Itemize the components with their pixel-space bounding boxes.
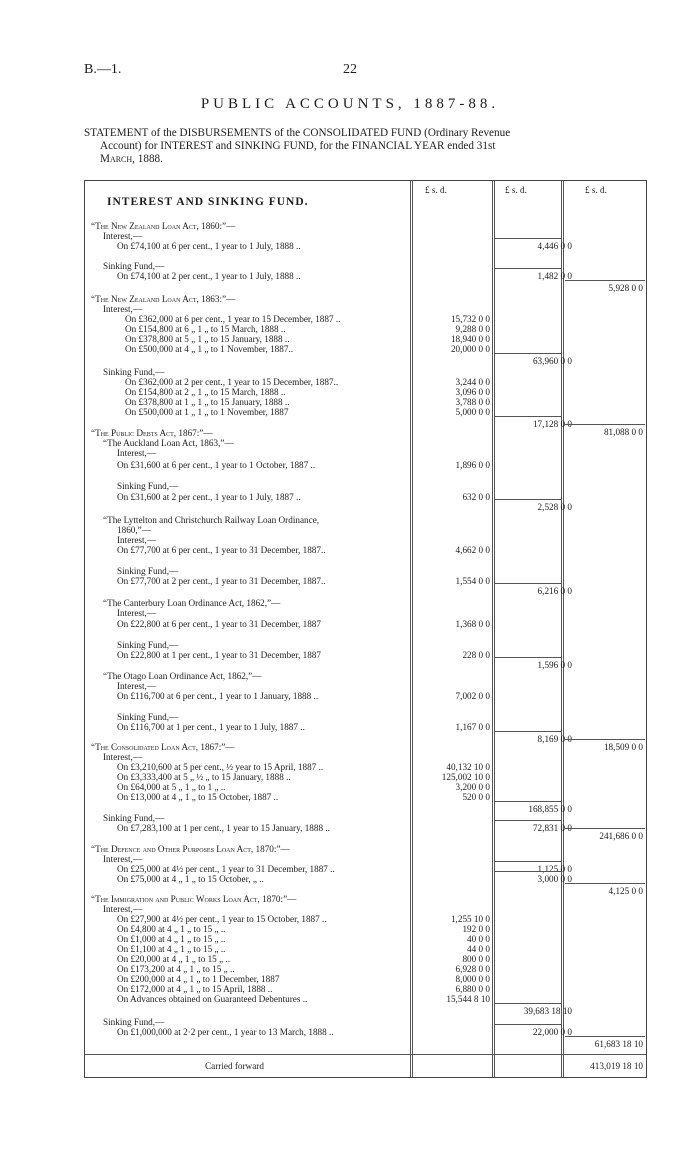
entry-text: Interest,— bbox=[117, 608, 157, 618]
subtotal-rule bbox=[565, 828, 645, 829]
entry-text: On £154,800 at 6 „ 1 „ to 15 March, 1888 .. bbox=[125, 324, 286, 334]
entry-text: Interest,— bbox=[103, 304, 143, 314]
entry-text: On £3,333,400 at 5 „ ½ „ to 15 January, 1888 .. bbox=[117, 772, 291, 782]
entry-text: On £1,100 at 4 „ 1 „ to 15 „ .. bbox=[117, 944, 226, 954]
entry-text: Sinking Fund,— bbox=[117, 566, 179, 576]
amount-c1: 3,096 0 0 bbox=[455, 387, 490, 397]
amount-c2: 1,125 0 0 bbox=[537, 864, 572, 874]
entry-text: Sinking Fund,— bbox=[103, 367, 165, 377]
currency-header-col2: £ s. d. bbox=[505, 185, 527, 195]
subtotal-rule bbox=[494, 268, 562, 269]
amount-c1: 4,662 0 0 bbox=[455, 545, 490, 555]
entry-text: Sinking Fund,— bbox=[103, 1017, 165, 1027]
amount-c1: 6,880 0 0 bbox=[455, 984, 490, 994]
entry-text: On £4,800 at 4 „ 1 „ to 15 „ .. bbox=[117, 924, 226, 934]
statement-line-3: March, 1888. bbox=[100, 153, 163, 165]
entry-text: On £77,700 at 6 per cent., 1 year to 31 December, 1887.. bbox=[117, 545, 326, 555]
entry-text: Sinking Fund,— bbox=[117, 712, 179, 722]
amount-c2: 8,169 0 0 bbox=[537, 734, 572, 744]
entry-text: “The Lyttelton and Christchurch Railway Loan Ordinance, bbox=[103, 515, 320, 525]
amount-c2: 63,960 0 0 bbox=[532, 356, 572, 366]
subtotal-rule bbox=[494, 416, 562, 417]
entry-text: “The Public Debts Act, 1867:”— bbox=[91, 428, 213, 438]
subtotal-rule bbox=[494, 657, 562, 658]
entry-text: On £25,000 at 4½ per cent., 1 year to 31 December, 1887 .. bbox=[117, 864, 335, 874]
amount-c2: 4,446 0 0 bbox=[537, 241, 572, 251]
subtotal-rule bbox=[494, 1003, 562, 1004]
subtotal-rule bbox=[565, 1036, 645, 1037]
subtotal-rule bbox=[494, 238, 562, 239]
amount-c2: 3,000 0 0 bbox=[537, 874, 572, 884]
amount-c3: 4,125 0 0 bbox=[608, 886, 643, 896]
amount-c1: 3,244 0 0 bbox=[455, 377, 490, 387]
statement-line-1: STATEMENT of the DISBURSEMENTS of the CONSOLIDATED FUND (Ordinary Revenue bbox=[84, 127, 511, 139]
entry-text: On £31,600 at 6 per cent., 1 year to 1 October, 1887 .. bbox=[117, 460, 316, 470]
amount-c1: 228 0 0 bbox=[462, 650, 490, 660]
subtotal-rule bbox=[494, 583, 562, 584]
amount-c2: 39,683 18 10 bbox=[523, 1006, 572, 1016]
amount-c1: 5,000 0 0 bbox=[455, 407, 490, 417]
amount-c1: 1,368 0 0 bbox=[455, 619, 490, 629]
amount-c3: 18,509 0 0 bbox=[603, 742, 643, 752]
entry-text: On £378,800 at 1 „ 1 „ to 15 January, 1888 .. bbox=[125, 397, 290, 407]
entry-text: Sinking Fund,— bbox=[117, 640, 179, 650]
subtotal-rule bbox=[494, 499, 562, 500]
entry-text: On £1,000 at 4 „ 1 „ to 15 „ .. bbox=[117, 934, 226, 944]
amount-c1: 9,288 0 0 bbox=[455, 324, 490, 334]
amount-c1: 192 0 0 bbox=[462, 924, 490, 934]
subtotal-rule bbox=[565, 883, 645, 884]
amount-c3: 61,683 18 10 bbox=[594, 1039, 643, 1049]
subtotal-rule bbox=[494, 353, 562, 354]
entry-text: On £116,700 at 6 per cent., 1 year to 1 January, 1888 .. bbox=[117, 691, 319, 701]
statement-line-2: Account) for INTEREST and SINKING FUND, for the FINANCIAL YEAR ended 31st bbox=[100, 140, 496, 152]
column-divider bbox=[492, 181, 493, 1077]
amount-c1: 125,002 10 0 bbox=[441, 772, 490, 782]
entry-text: On £13,000 at 4 „ 1 „ to 15 October, 1887 .. bbox=[117, 792, 279, 802]
amount-c2: 2,528 0 0 bbox=[537, 502, 572, 512]
currency-header-col1: £ s. d. bbox=[425, 185, 447, 195]
column-divider bbox=[561, 181, 562, 1077]
entry-text: On £74,100 at 6 per cent., 1 year to 1 July, 1888 .. bbox=[117, 241, 301, 251]
amount-c1: 1,167 0 0 bbox=[455, 722, 490, 732]
amount-c1: 632 0 0 bbox=[462, 492, 490, 502]
amount-c2: 72,831 0 0 bbox=[532, 823, 572, 833]
entry-text: Sinking Fund,— bbox=[103, 261, 165, 271]
amount-c1: 1,554 0 0 bbox=[455, 576, 490, 586]
amount-c1: 520 0 0 bbox=[462, 792, 490, 802]
entry-text: Interest,— bbox=[103, 854, 143, 864]
entry-text: Interest,— bbox=[103, 904, 143, 914]
entry-text: On £20,000 at 4 „ 1 „ to 15 „ .. bbox=[117, 954, 231, 964]
amount-c1: 44 0 0 bbox=[467, 944, 490, 954]
amount-c2: 168,855 0 0 bbox=[528, 804, 572, 814]
entry-text: “The Defence and Other Purposes Loan Act, 1870:”— bbox=[91, 844, 290, 854]
column-divider bbox=[494, 181, 495, 1077]
amount-c1: 1,896 0 0 bbox=[455, 460, 490, 470]
entry-text: “The Consolidated Loan Act, 1867:”— bbox=[91, 742, 235, 752]
column-divider bbox=[563, 181, 564, 1077]
amount-c2: 1,596 0 0 bbox=[537, 660, 572, 670]
report-reference: B.—1. bbox=[84, 62, 122, 77]
entry-text: On £75,000 at 4 „ 1 „ to 15 October, „ .. bbox=[117, 874, 264, 884]
entry-text: On Advances obtained on Guaranteed Debentures .. bbox=[117, 994, 308, 1004]
entry-text: On £64,000 at 5 „ 1 „ to 1 „ .. bbox=[117, 782, 226, 792]
disbursement-table bbox=[84, 180, 647, 1078]
amount-c2: 22,000 0 0 bbox=[532, 1027, 572, 1037]
entry-text: “The Canterbury Loan Ordinance Act, 1862,”— bbox=[103, 598, 281, 608]
carried-forward-label: Carried forward bbox=[205, 1061, 264, 1071]
entry-text: Interest,— bbox=[117, 448, 157, 458]
subtotal-rule bbox=[565, 739, 645, 740]
amount-c1: 8,000 0 0 bbox=[455, 974, 490, 984]
amount-c1: 3,788 0 0 bbox=[455, 397, 490, 407]
entry-text: “The Immigration and Public Works Loan Act, 1870:”— bbox=[91, 894, 297, 904]
entry-text: Sinking Fund,— bbox=[103, 813, 165, 823]
section-heading: INTEREST AND SINKING FUND. bbox=[107, 196, 309, 208]
entry-text: On £500,000 at 4 „ 1 „ to 1 November, 1887.. bbox=[125, 344, 294, 354]
entry-text: On £22,800 at 6 per cent., 1 year to 31 December, 1887 bbox=[117, 619, 321, 629]
amount-c3: 241,686 0 0 bbox=[599, 831, 643, 841]
subtotal-rule bbox=[494, 731, 562, 732]
entry-text: On £154,800 at 2 „ 1 „ to 15 March, 1888 .. bbox=[125, 387, 286, 397]
entry-text: “The New Zealand Loan Act, 1860:”— bbox=[91, 221, 236, 231]
subtotal-rule bbox=[494, 820, 562, 821]
entry-text: 1860,”— bbox=[117, 525, 151, 535]
subtotal-rule bbox=[565, 424, 645, 425]
entry-text: On £22,800 at 1 per cent., 1 year to 31 December, 1887 bbox=[117, 650, 321, 660]
entry-text: Interest,— bbox=[103, 231, 143, 241]
entry-text: On £116,700 at 1 per cent., 1 year to 1 July, 1887 .. bbox=[117, 722, 305, 732]
amount-c1: 40 0 0 bbox=[467, 934, 490, 944]
page-header bbox=[84, 62, 616, 84]
entry-text: Interest,— bbox=[117, 681, 157, 691]
entry-text: “The Auckland Loan Act, 1863,”— bbox=[103, 438, 234, 448]
entry-text: On £173,200 at 4 „ 1 „ to 15 „ .. bbox=[117, 964, 235, 974]
subtotal-rule bbox=[494, 1024, 562, 1025]
statement-heading bbox=[84, 127, 644, 166]
amount-c2: 6,216 0 0 bbox=[537, 586, 572, 596]
amount-c1: 18,940 0 0 bbox=[450, 334, 490, 344]
amount-c2: 1,482 0 0 bbox=[537, 271, 572, 281]
entry-text: On £1,000,000 at 2·2 per cent., 1 year to 13 March, 1888 .. bbox=[117, 1027, 334, 1037]
entry-text: On £172,000 at 4 „ 1 „ to 15 April, 1888 .. bbox=[117, 984, 273, 994]
amount-c3: 81,088 0 0 bbox=[603, 427, 643, 437]
amount-c1: 15,732 0 0 bbox=[450, 314, 490, 324]
entry-text: “The Otago Loan Ordinance Act, 1862,”— bbox=[103, 671, 262, 681]
amount-c1: 15,544 8 10 bbox=[446, 994, 490, 1004]
entry-text: Interest,— bbox=[117, 535, 157, 545]
entry-text: On £378,800 at 5 „ 1 „ to 15 January, 1888 .. bbox=[125, 334, 290, 344]
amount-c2: 17,128 0 0 bbox=[532, 419, 572, 429]
entry-text: On £362,000 at 6 per cent., 1 year to 15 December, 1887 .. bbox=[125, 314, 341, 324]
entry-text: Sinking Fund,— bbox=[117, 481, 179, 491]
amount-c3: 5,928 0 0 bbox=[608, 283, 643, 293]
entry-text: On £362,000 at 2 per cent., 1 year to 15 December, 1887.. bbox=[125, 377, 339, 387]
entry-text: On £74,100 at 2 per cent., 1 year to 1 July, 1888 .. bbox=[117, 271, 301, 281]
subtotal-rule bbox=[565, 280, 645, 281]
entry-text: On £31,600 at 2 per cent., 1 year to 1 July, 1887 .. bbox=[117, 492, 301, 502]
amount-c1: 20,000 0 0 bbox=[450, 344, 490, 354]
entry-text: On £500,000 at 1 „ 1 „ to 1 November, 1887 bbox=[125, 407, 289, 417]
entry-text: On £27,900 at 4½ per cent., 1 year to 15 October, 1887 .. bbox=[117, 914, 327, 924]
carried-forward-total: 413,019 18 10 bbox=[590, 1061, 643, 1071]
entry-text: On £3,210,600 at 5 per cent., ½ year to 15 April, 1887 .. bbox=[117, 762, 324, 772]
entry-text: On £77,700 at 2 per cent., 1 year to 31 December, 1887.. bbox=[117, 576, 326, 586]
amount-c1: 3,200 0 0 bbox=[455, 782, 490, 792]
page-title: PUBLIC ACCOUNTS, 1887-88. bbox=[200, 96, 500, 112]
entry-text: On £200,000 at 4 „ 1 „ to 1 December, 1887 bbox=[117, 974, 280, 984]
amount-c1: 1,255 10 0 bbox=[450, 914, 490, 924]
subtotal-rule bbox=[494, 801, 562, 802]
entry-text: On £7,283,100 at 1 per cent., 1 year to 15 January, 1888 .. bbox=[117, 823, 330, 833]
entry-text: “The New Zealand Loan Act, 1863:”— bbox=[91, 294, 236, 304]
amount-c1: 7,002 0 0 bbox=[455, 691, 490, 701]
subtotal-rule bbox=[494, 871, 562, 872]
amount-c1: 6,928 0 0 bbox=[455, 964, 490, 974]
currency-header-col3: £ s. d. bbox=[585, 185, 607, 195]
amount-c1: 40,132 10 0 bbox=[446, 762, 490, 772]
footer-rule bbox=[85, 1054, 646, 1055]
subtotal-rule bbox=[494, 861, 562, 862]
amount-c1: 800 0 0 bbox=[462, 954, 490, 964]
entry-text: Interest,— bbox=[103, 752, 143, 762]
page-number: 22 bbox=[343, 62, 357, 77]
